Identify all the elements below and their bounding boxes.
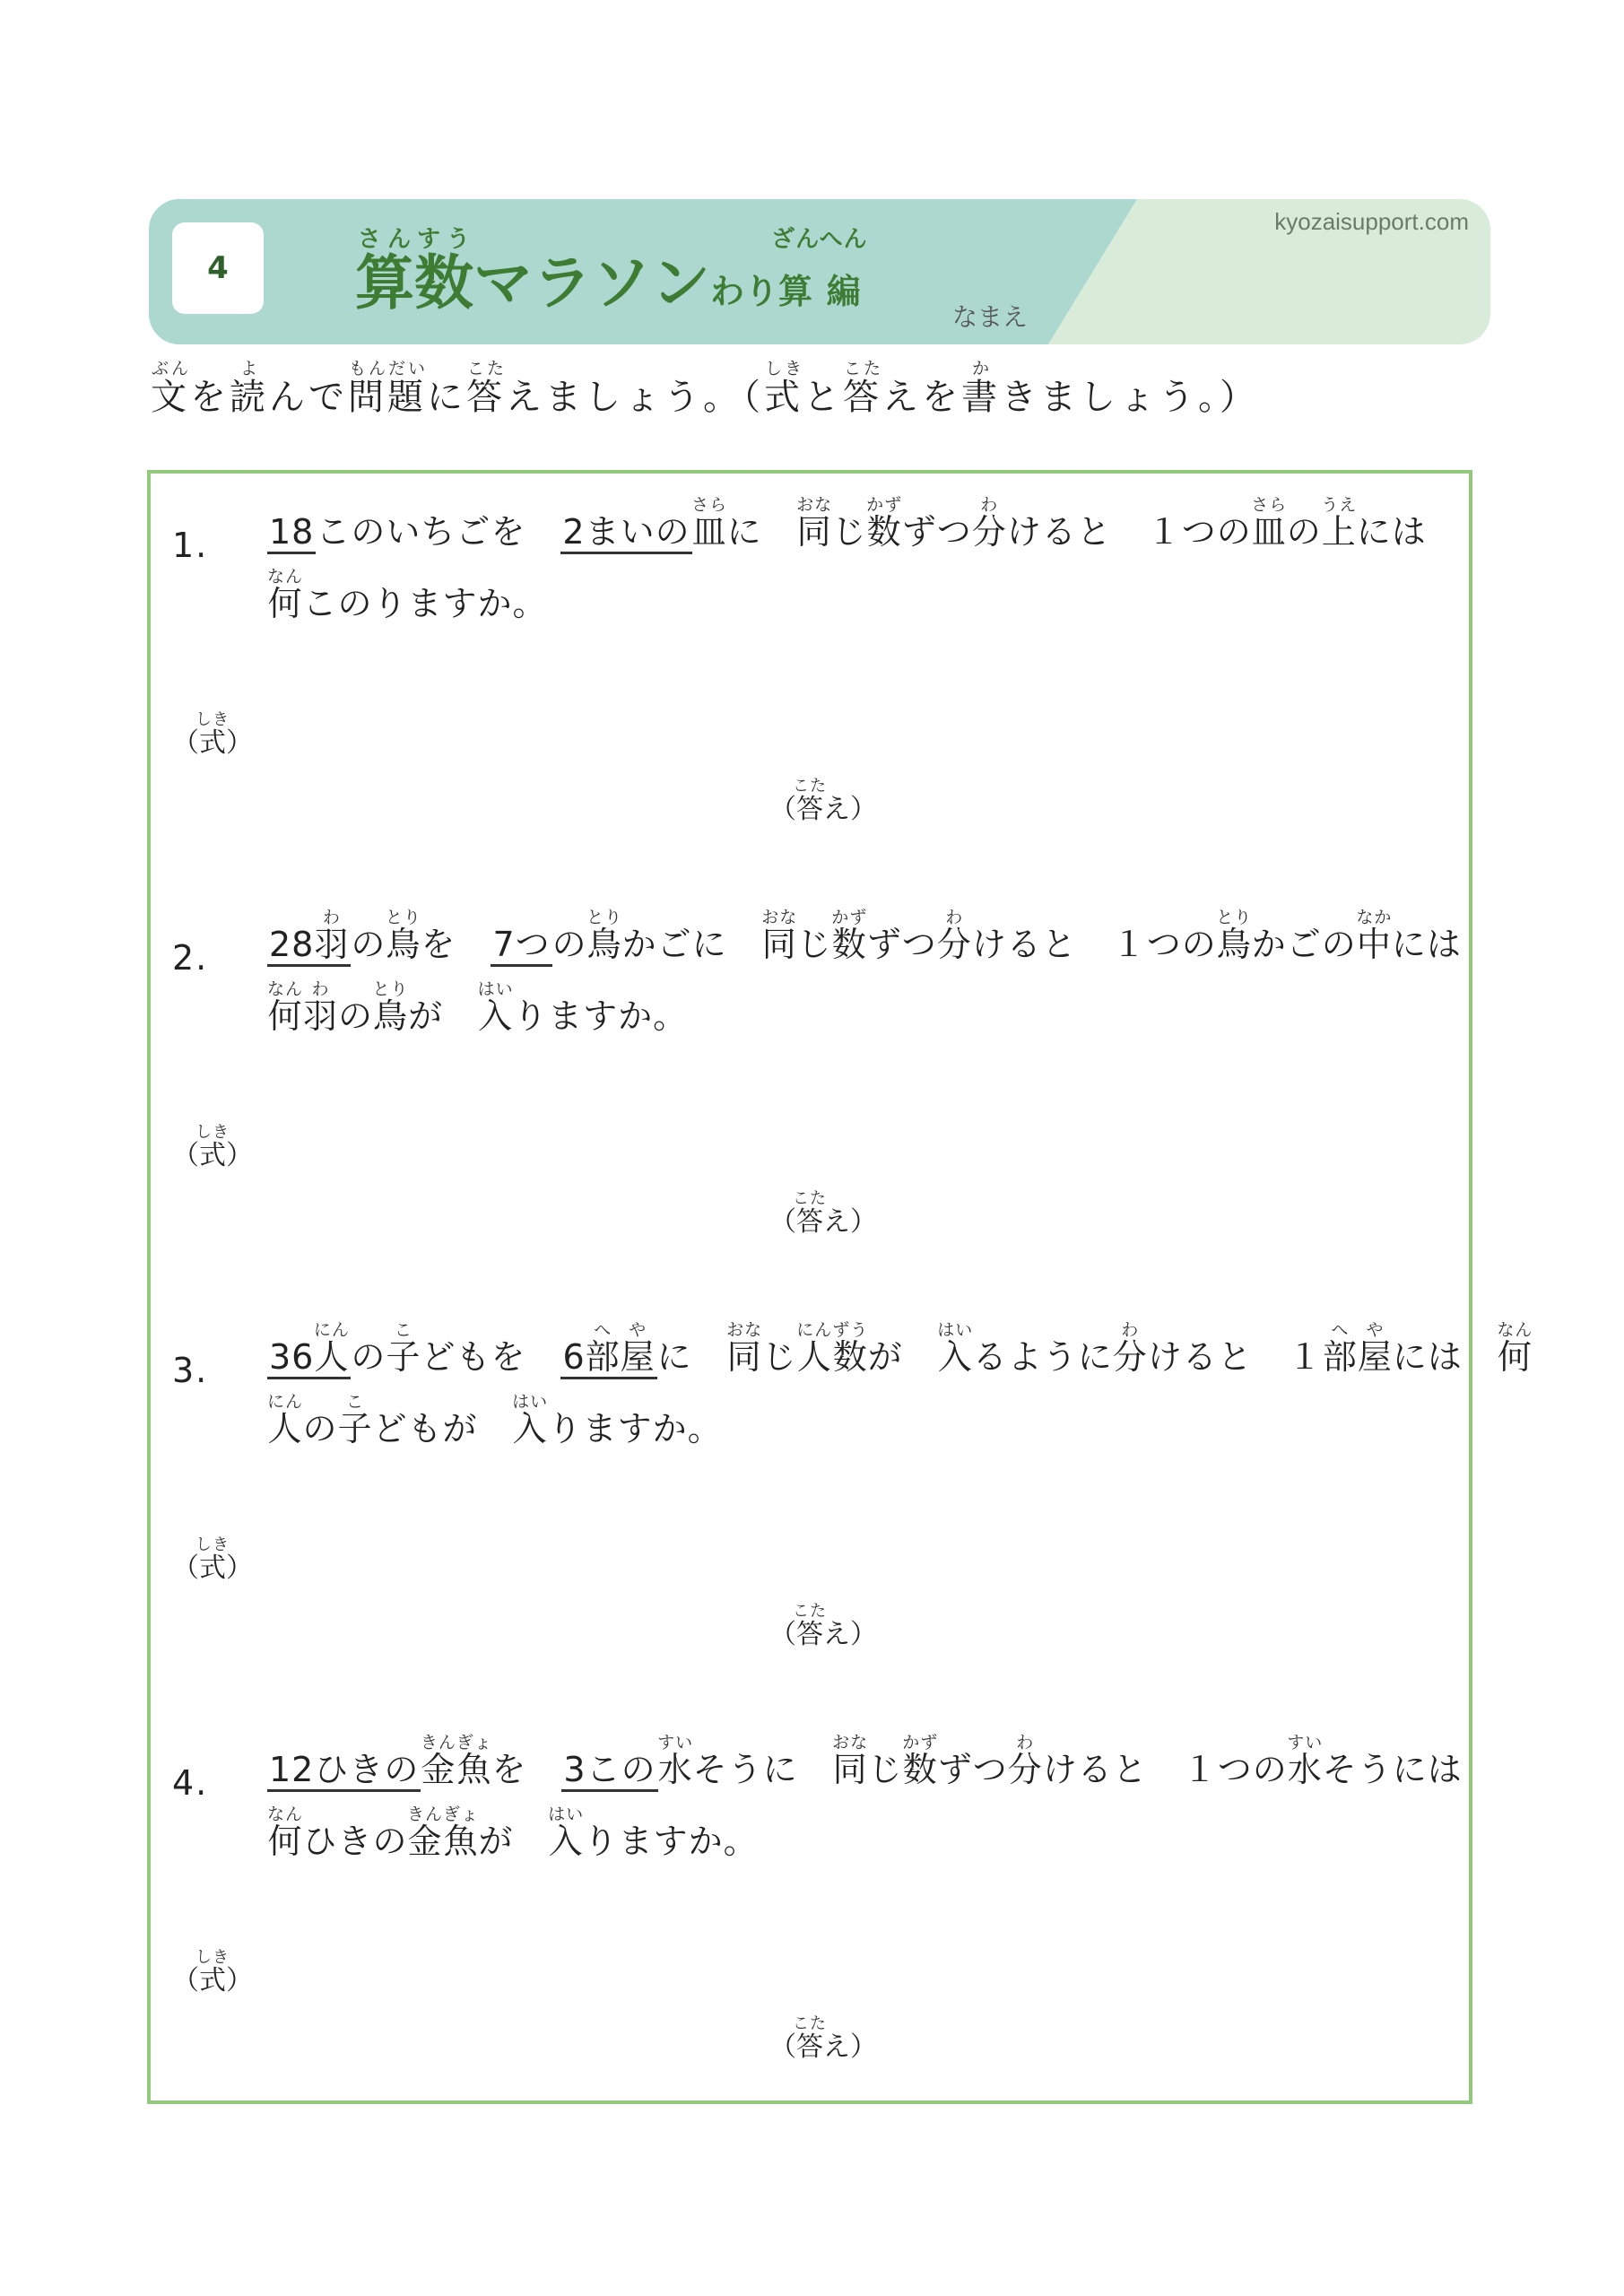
kotae-label: （答こたえ） xyxy=(769,777,877,825)
shiki-label: （式しき） xyxy=(172,1123,253,1171)
kotae-label: （答こたえ） xyxy=(769,1189,877,1238)
instruction-text: 文ぶんを読よんで問題もんだいに答こたえましょう。（式しきと答こたえを書かきましょう。） xyxy=(151,359,1259,418)
worksheet-number: 4 xyxy=(172,222,264,314)
shiki-label: （式しき） xyxy=(172,1535,253,1584)
problem-text: 18このいちごを 2まいの皿さらに 同おなじ数かずずつ分わけると １つの皿さらの上うえには 何なんこのりますか。 xyxy=(267,495,1427,623)
kotae-label: （答こたえ） xyxy=(769,2014,877,2063)
problem-2 xyxy=(151,904,1469,1317)
problem-text: 12ひきの金魚きんぎょを 3この水すいそうに 同おなじ数かずずつ分わけると １つの水すいそうには 何なんひきの金魚きんぎょが 入はいりますか。 xyxy=(267,1733,1463,1861)
problem-3 xyxy=(151,1317,1533,1729)
kotae-label: （答こたえ） xyxy=(769,1602,877,1650)
problem-1 xyxy=(151,491,1469,904)
worksheet-title: 算数さんすうマラソンわり算編ざんへん xyxy=(355,226,868,317)
problem-text: 28羽わの鳥とりを 7つの鳥とりかごに 同おなじ数かずずつ分わけると １つの鳥とりかごの中なかには 何なん羽わの鳥とりが 入はいりますか。 xyxy=(267,908,1462,1036)
problem-text: 36人にんの子こどもを 6部屋へやに 同おなじ人数にんずうが 入はいるように分わけると １部屋へやには 何なん 人にんの子こどもが 入はいりますか。 xyxy=(267,1320,1533,1448)
shiki-label: （式しき） xyxy=(172,1948,253,1996)
problem-number: 2. xyxy=(172,938,209,978)
name-label: なまえ xyxy=(952,302,1029,332)
shiki-label: （式しき） xyxy=(172,710,253,759)
problem-number: 4. xyxy=(172,1763,209,1803)
problem-number: 3. xyxy=(172,1351,209,1390)
problem-4 xyxy=(151,1729,1469,2142)
problem-number: 1. xyxy=(172,526,209,565)
site-url: kyozaisupport.com xyxy=(1274,208,1469,235)
problem-box xyxy=(147,470,1533,2104)
worksheet-header xyxy=(149,199,1490,344)
